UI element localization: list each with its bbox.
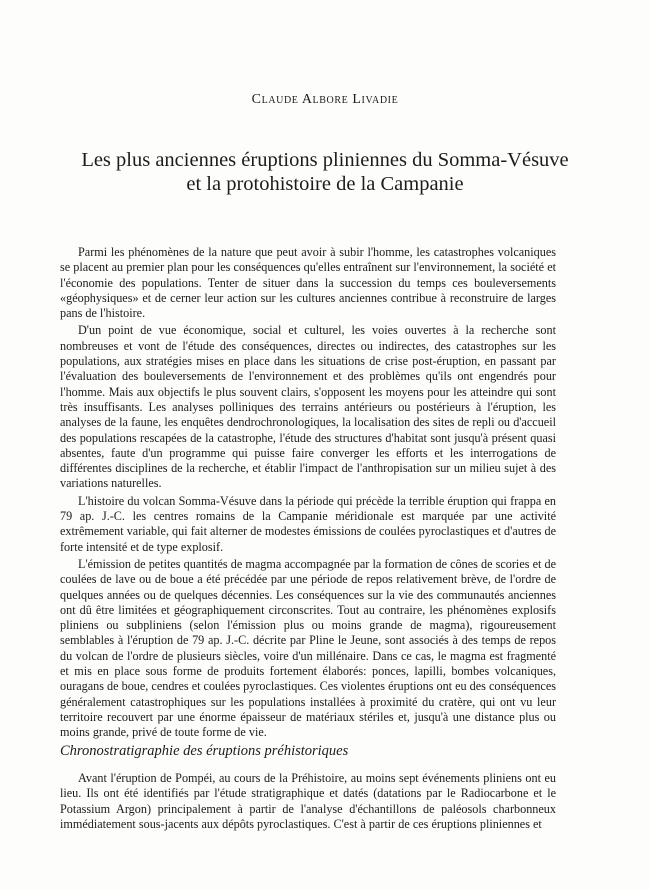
article-title — [40, 148, 610, 196]
section-body — [60, 771, 556, 832]
author-name: Claude Albore Livadie — [251, 92, 399, 107]
article-body — [60, 245, 556, 741]
paragraph: D'un point de vue économique, social et culturel, les voies ouvertes à la recherche sont nombreuses et vont de l'étude des conséquences, directes ou indirectes, des catastrophes sur les populations, aux stratégies mises en place dans les situations de crise post-éruption, en passant par l'évaluation des bouleversements de l'environnement et des problèmes qu'ils ont engendrés pour l'homme. Mais aux objectifs le plus souvent clairs, s'opposent les moyens pour les atteindre qui sont très insuffisants. Les analyses polliniques des terrains antérieurs ou postérieurs à l'éruption, les analyses de la faune, les enquêtes dendrochronologiques, la localisation des sites de repli ou d'accueil des populations rescapées de la catastrophe, l'étude des structures d'habitat sont jusqu'à présent quasi absentes, faute d'un programme qui puisse faire converger les efforts et les interrogations de différentes disciplines de la recherche, et établir l'impact de l'anthropisation sur un milieu sujet à des variations naturelles. — [60, 323, 556, 491]
paragraph: L'émission de petites quantités de magma accompagnée par la formation de cônes de scories et de coulées de lave ou de boue a été précédée par une période de repos relativement brève, de l'ordre de quelques années ou de quelques décennies. Les conséquences sur la vie des communautés anciennes ont dû être limitées et géographiquement circonscrites. Tout au contraire, les phénomènes explosifs pliniens ou subpliniens (selon l'émission plus ou moins grande de magma), rigoureusement semblables à l'éruption de 79 ap. J.-C. décrite par Pline le Jeune, sont associés à des temps de repos du volcan de l'ordre de plusieurs siècles, voire d'un millénaire. Dans ce cas, le magma est fragmenté et mis en place sous forme de produits fortement élaborés: ponces, lapilli, bombes volcaniques, ouragans de boue, cendres et coulées pyroclastiques. Ces violentes éruptions ont eu des conséquences généralement catastrophiques sur les populations installées à proximité du cratère, qui ont vu leur territoire recouvert par une énorme épaisseur de matériaux stériles et, jusqu'à une distance plus ou moins grande, privé de toute forme de vie. — [60, 556, 556, 740]
paragraph: Parmi les phénomènes de la nature que peut avoir à subir l'homme, les catastrophes volcaniques se placent au premier plan pour les conséquences qu'elles entraînent sur l'environnement, la société et l'économie des populations. Tenter de situer dans la succession du temps ces bouleversements «géophysiques» et de cerner leur action sur les cultures anciennes contribue à reconstruire de larges pans de l'histoire. — [60, 245, 556, 321]
title-line-2: et la protohistoire de la Campanie — [186, 173, 464, 195]
paragraph: L'histoire du volcan Somma-Vésuve dans la période qui précède la terrible éruption qui frappa en 79 ap. J.-C. les centres romains de la Campanie méridionale est marquée par une activité extrêmement variable, qui fait alterner de modestes émissions de coulées pyroclastiques et d'autres de forte intensité et de type explosif. — [60, 493, 556, 554]
paragraph: Avant l'éruption de Pompéi, au cours de la Préhistoire, au moins sept événements pliniens ont eu lieu. Ils ont été identifiés par l'étude stratigraphique et datés (datations par le Radiocarbone et le Potassium Argon) principalement à partir de l'analyse d'échantillons de paléosols charbonneux immédiatement sous-jacents aux dépôts pyroclastiques. C'est à partir de ces éruptions pliniennes et — [60, 771, 556, 831]
section-heading: Chronostratigraphie des éruptions préhistoriques — [60, 743, 349, 759]
title-line-1: Les plus anciennes éruptions pliniennes du Somma-Vésuve — [81, 149, 569, 171]
